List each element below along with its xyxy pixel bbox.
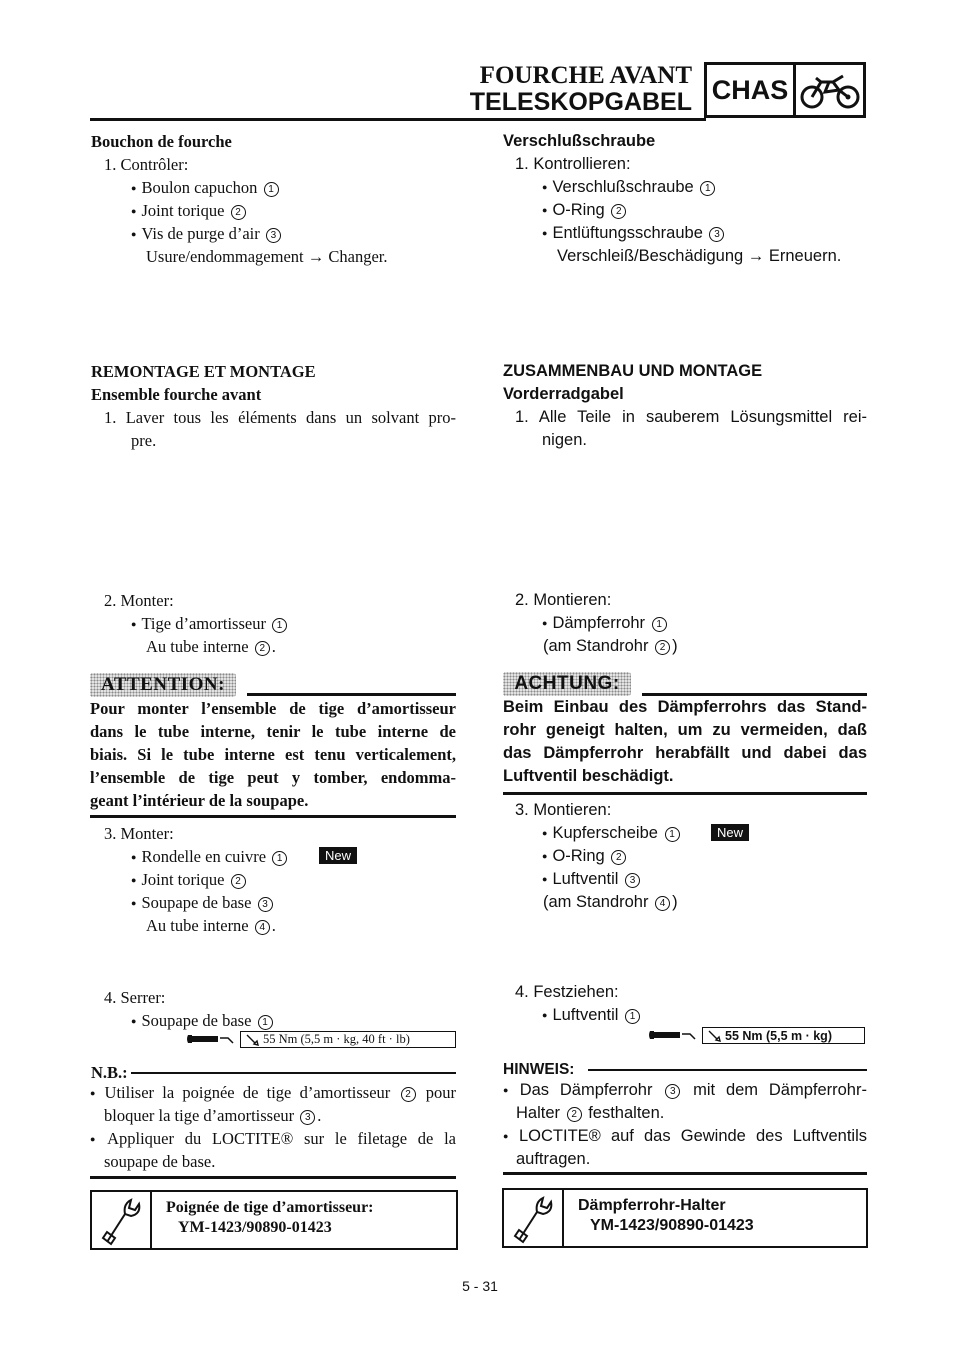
fr-caution-text: dans le tube interne, tenir le tube interne de [90, 722, 456, 741]
fr-step: 1. Contrôler: [104, 155, 189, 174]
de-caution-text: Luftventil beschädigt. [503, 767, 674, 785]
de-note-bullet: ● Das Dämpferrohr 3 mit dem Dämpferrohr- [503, 1081, 867, 1100]
de-list-item: ● Dämpferrohr 1 [542, 614, 669, 633]
fr-torque-spec: 55 Nm (5,5 m · kg, 40 ft · lb) [240, 1031, 456, 1048]
de-list-item: ● O-Ring 2 [542, 201, 628, 220]
de-special-tool-box [502, 1188, 868, 1248]
de-tool-name: Dämpferrohr-Halter [578, 1197, 726, 1214]
new-badge: New [319, 847, 357, 864]
fr-list-item: Au tube interne 2 . [146, 637, 276, 656]
fr-step: 3. Monter: [104, 824, 174, 843]
fr-list-item: ● Boulon capuchon 1 [131, 178, 281, 198]
fr-tool-code: YM-1423/90890-01423 [178, 1219, 332, 1236]
fr-caution-text: Pour monter l’ensemble de tige d’amortisseur [90, 699, 456, 718]
de-list-item: (am Standrohr 2 ) [543, 637, 678, 655]
header-title-de: TELESKOPGABEL [469, 88, 692, 116]
de-tool-code: YM-1423/90890-01423 [590, 1217, 754, 1234]
de-note-bottom-rule [503, 1172, 867, 1175]
fr-caution-text: l’ensemble de tige peut y tomber, endomma- [90, 768, 456, 787]
fr-note-rule [131, 1072, 456, 1074]
de-note-bullet: ● LOCTITE® auf das Gewinde des Luftventils [503, 1127, 867, 1146]
fr-list-item: Au tube interne 4 . [146, 916, 276, 935]
fr-note-bullet: ● Appliquer du LOCTITE® sur le filetage de la [90, 1129, 456, 1149]
fr-list-item: ● Rondelle en cuivre 1 [131, 847, 289, 867]
fr-list-item: Usure/endommagement → Changer. [146, 247, 388, 266]
de-caution-text: rohr geneigt halten, um zu vermeiden, daß [503, 721, 867, 739]
de-step-cont: nigen. [542, 431, 587, 449]
de-caution-label: ACHTUNG: [503, 672, 631, 696]
fr-special-tool-box [90, 1190, 458, 1250]
de-section-title: Verschlußschraube [503, 132, 656, 150]
de-caution-text: das Dämpferrohr herabfällt und dabei das [503, 744, 867, 762]
de-note-text: auftragen. [516, 1150, 591, 1168]
fr-caution-rule [247, 693, 456, 696]
de-note-rule [588, 1069, 867, 1071]
de-step: 1. Alle Teile in sauberem Lösungsmittel rei- [515, 408, 867, 426]
fr-tool-name: Poignée de tige d’amortisseur: [166, 1199, 374, 1216]
fr-caution-text: geant l’intérieur de la soupape. [90, 791, 309, 810]
de-list-item: ● Luftventil 1 [542, 1006, 642, 1025]
de-caution-bottom-rule [503, 792, 867, 795]
fr-list-item: ● Joint torique 2 [131, 201, 248, 221]
de-step: 3. Montieren: [515, 801, 612, 819]
fr-caution-bottom-rule [90, 815, 456, 818]
special-tool-icon [504, 1190, 564, 1246]
de-list-item: ● Kupferscheibe 1 [542, 824, 682, 843]
de-caution-text: Beim Einbau des Dämpferrohrs das Stand- [503, 698, 867, 716]
de-list-item: ● Luftventil 3 [542, 870, 642, 889]
de-list-item: ● Entlüftungsschraube 3 [542, 224, 726, 243]
fr-list-item: ● Tige d’amortisseur 1 [131, 614, 289, 634]
de-step: 2. Montieren: [515, 591, 612, 609]
fr-step-cont: pre. [131, 431, 157, 450]
de-step: 1. Kontrollieren: [515, 155, 631, 173]
new-badge: New [711, 824, 749, 841]
fr-caution-label: ATTENTION: [90, 673, 236, 697]
fr-caution-text: biais. Si le tube interne est tenu verticalement, [90, 745, 456, 764]
de-step: 4. Festziehen: [515, 983, 619, 1001]
fr-list-item: ● Soupape de base 1 [131, 1011, 275, 1031]
torque-wrench-icon [648, 1028, 698, 1042]
page-number: 5 - 31 [462, 1278, 498, 1294]
torque-wrench-icon [186, 1032, 236, 1046]
fr-step: 4. Serrer: [104, 988, 166, 1007]
header-title-fr: FOURCHE AVANT [479, 62, 692, 89]
torque-spec-icon [245, 1034, 259, 1046]
torque-spec-icon [707, 1030, 721, 1042]
fr-list-item: ● Joint torique 2 [131, 870, 248, 890]
fr-section-title: Bouchon de fourche [91, 132, 232, 151]
fr-note-text: bloquer la tige d’amortisseur 3 . [104, 1106, 322, 1125]
fr-note-bullet: ● Utiliser la poignée de tige d’amortisseur 2 pour [90, 1083, 456, 1103]
fr-note-bottom-rule [90, 1176, 456, 1179]
fr-step: 1. Laver tous les éléments dans un solvant pro- [104, 408, 456, 427]
de-torque-spec: 55 Nm (5,5 m · kg) [702, 1027, 865, 1044]
fr-list-item: ● Vis de purge d’air 3 [131, 224, 283, 244]
de-note-label: HINWEIS: [503, 1061, 575, 1078]
de-list-item: Verschleiß/Beschädigung → Erneuern. [557, 247, 842, 265]
special-tool-icon [92, 1192, 152, 1248]
fr-subsection-title: Ensemble fourche avant [91, 385, 262, 404]
de-caution-rule [642, 693, 867, 696]
fr-list-item: ● Soupape de base 3 [131, 893, 275, 913]
de-section-title: ZUSAMMENBAU UND MONTAGE [503, 362, 763, 380]
de-note-text: Halter 2 festhalten. [516, 1104, 665, 1122]
de-list-item: ● Verschlußschraube 1 [542, 178, 717, 197]
fr-note-text: soupape de base. [104, 1152, 216, 1171]
de-list-item: (am Standrohr 4 ) [543, 893, 678, 911]
fr-section-title: REMONTAGE ET MONTAGE [91, 362, 316, 381]
motorcycle-icon [796, 65, 863, 115]
section-code: CHAS [707, 65, 796, 115]
fr-step: 2. Monter: [104, 591, 174, 610]
fr-note-label: N.B.: [91, 1063, 128, 1082]
de-subsection-title: Vorderradgabel [503, 385, 624, 403]
de-list-item: ● O-Ring 2 [542, 847, 628, 866]
header-rule [90, 118, 706, 121]
section-badge [704, 62, 866, 118]
